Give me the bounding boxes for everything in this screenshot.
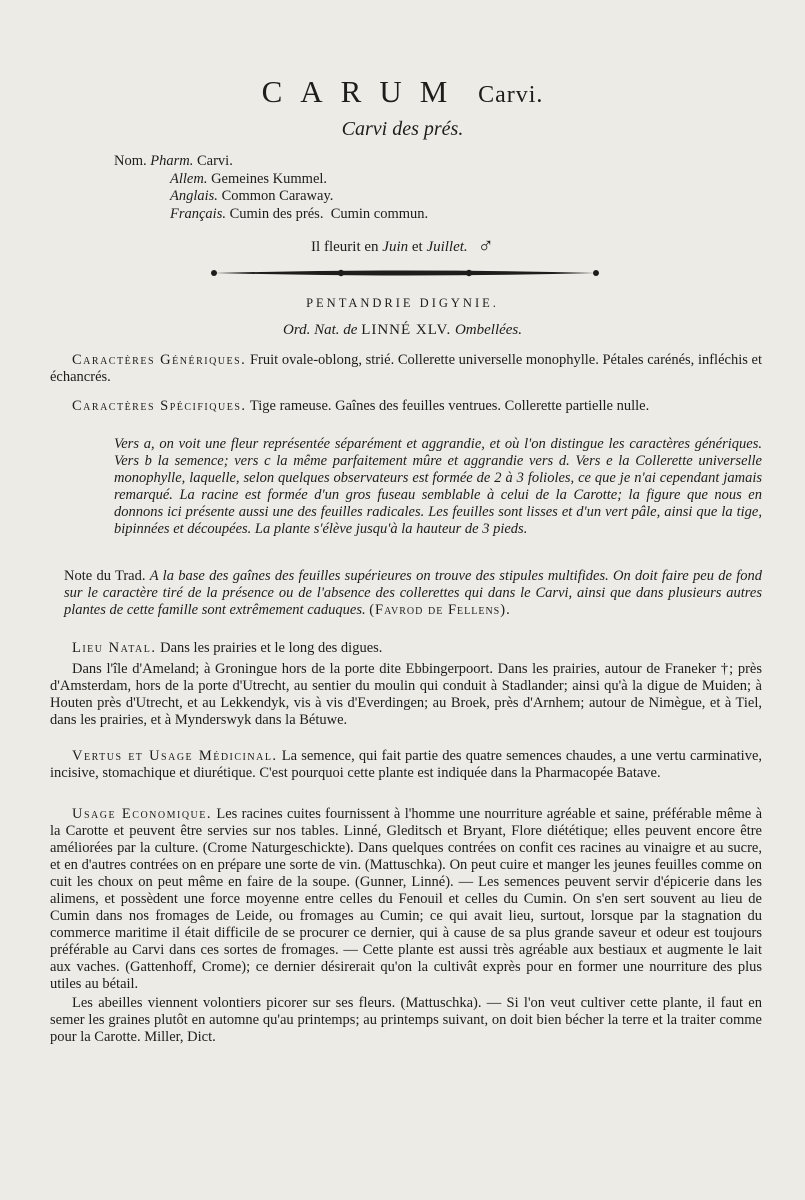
section-text: Dans les prairies et le long des digues. — [160, 640, 383, 656]
plant-name: Carvi. — [196, 153, 233, 169]
lang-label: Allem. — [170, 170, 208, 187]
specific-characters — [50, 398, 762, 415]
lang-label: Français. — [170, 205, 226, 222]
nomenclature-row — [114, 188, 428, 206]
economic-section — [50, 806, 762, 1046]
lang-label: Anglais. — [170, 188, 218, 204]
section-text: La semence, qui fait partie des quatre semences chaudes, a une vertu carminative, incisive, stomachique et diurétique. C'est pourquoi cette plante est indiquée dans la Pharmacopée Batave. — [50, 748, 763, 781]
flowering-prefix: Il fleurit en — [311, 239, 379, 255]
flowering-period — [0, 233, 805, 259]
page-title — [0, 74, 805, 110]
figure-text: Vers a, on voit une fleur représentée séparément et aggrandie, et où l'on distingue les caractères génériques. Vers b la semence; vers c la même parfaitement mûre et aggrandie vers d. Vers e la Collerette universelle monophylle, laquelle, selon quelques observateurs est formée de 2 à 3 folioles, ce que je n'ai cependant jamais remarqué. La racine est formée d'un gros fuseau semblable à celui de la Carotte; la figure que nous en donnons ici présente aussi une des feuilles radicales. Les feuilles sont lisses et d'un vert pâle, ainsi que la tige, bipinnées et découpées. La plante s'élève jusqu'à la hauteur de 3 pieds. — [114, 436, 762, 537]
order-linne: LINNÉ XLV. — [361, 322, 452, 338]
section-heading: Vertus et Usage Médicinal. — [72, 748, 278, 764]
habitat-section — [50, 640, 762, 729]
lang-label: Pharm. — [150, 153, 194, 169]
section-heading: Usage Economique. — [72, 806, 213, 822]
nomenclature-row — [114, 153, 428, 171]
section-heading: Caractères Génériques. — [72, 352, 247, 368]
nomenclature-row — [114, 171, 428, 189]
note-label: Note du Trad. — [64, 568, 146, 584]
flowering-month-1: Juin — [382, 239, 409, 255]
genus-name: CARUM — [261, 74, 466, 109]
nomenclature-row — [114, 206, 428, 224]
plant-name: Cumin des prés. Cumin commun. — [229, 205, 429, 222]
species-name: Carvi. — [478, 82, 544, 108]
bees-note: Les abeilles viennent volontiers picorer sur ses fleurs. (Mattuschka). — Si l'on veut cultiver cette plante, il faut en semer les graines plutôt en automne qu'au printemps; au printemps suivant, on doit bien bécher la terre et la traiter comme pour la Carotte. Miller, Dict. — [50, 995, 762, 1045]
note-text: A la base des gaînes des feuilles supérieures on trouve des stipules multifides. On doit faire peu de fond sur le caractère tiré de la présence ou de l'absence des collerettes qui dans le Carvi, ainsi que dans plusieurs autres plantes de cette famille sont extrêmement caduques. — [64, 568, 762, 618]
section-text: Fruit ovale-oblong, strié. Collerette universelle monophylle. Pétales carénés, infléchis et échancrés. — [50, 352, 762, 385]
section-text: Les racines cuites fournissent à l'homme une nourriture agréable et saine, préférable même à la Carotte et peuvent être servies sur nos tables. Linné, Gleditsch et Bryant, Flore diététique; elles peuvent encore être améliorées par la culture. (Crome Naturgeschickte). Dans quelques contrées on confit ces racines au vinaigre et au sucre, et en d'autres contrées on en prépare une sorte de vin. (Mattuschka). On peut cuire et manger les jeunes feuilles comme on cuit les choux on peut même en faire de la soupe. (Gunner, Linné). — Les semences peuvent servir d'épicerie dans les alimens, et possèdent une force moyenne entre celles du Fenouil et celles du Cumin. On s'en sert souvent au lieu de Cumin dans nos fromages de Leide, ou fromages au Cumin; ce qui avait lieu, surtout, lorsque par la stagnation du commerce maritime il était difficile de se procurer ce dernier, qui à cause de sa plus grande saveur et odeur est toujours préférable au Carvi dans ces sortes de fromages. — Cette plante est aussi très agréable aux bestiaux et augmente le lait aux vaches. (Gattenhoff, Crome); ce dernier désirerait qu'on la cultivât exprès pour en former une nourriture des plus utiles au bétail. — [50, 806, 763, 992]
natural-order — [0, 322, 805, 339]
translator-note — [50, 568, 762, 619]
habitat-detail: Dans l'île d'Ameland; à Groningue hors de la porte dite Ebbingerpoort. Dans les prairies, autour de Franeker †; près d'Amsterdam, hors de la porte d'Utrecht, au sentier du moulin qui conduit à Stadlander; ainsi qu'à la digue de Muiden; à Houten près d'Utrecht, et au Lekkendyk, vis à vis d'Everdingen; au Broek, près d'Arnhem; autour de Nimègue, et à Tiel, dans les prairies, et à Mynderswyk dans la Bétuwe. — [50, 661, 762, 728]
common-name-subtitle: Carvi des prés. — [341, 118, 464, 140]
order-family: Ombellées. — [454, 322, 523, 338]
flowering-month-2: Juillet. — [426, 239, 468, 255]
linnaean-class: PENTANDRIE DIGYNIE. — [306, 296, 499, 310]
nom-label: Nom. — [114, 153, 147, 169]
figure-description — [114, 436, 762, 538]
male-symbol-icon: ♂ — [477, 233, 494, 258]
note-author: (Favrod de Fellens). — [369, 602, 511, 618]
order-prefix: Ord. Nat. de — [282, 322, 358, 338]
section-heading: Lieu Natal. — [72, 640, 157, 656]
flowering-conjunction: et — [411, 239, 423, 255]
section-heading: Caractères Spécifiques. — [72, 398, 247, 414]
medicinal-section — [50, 748, 762, 782]
ornamental-rule — [210, 265, 600, 281]
generic-characters — [50, 352, 762, 386]
nomenclature-list — [114, 153, 428, 223]
plant-name: Common Caraway. — [221, 188, 334, 204]
section-text: Tige rameuse. Gaînes des feuilles ventrues. Collerette partielle nulle. — [249, 398, 650, 414]
plant-name: Gemeines Kummel. — [211, 170, 328, 187]
